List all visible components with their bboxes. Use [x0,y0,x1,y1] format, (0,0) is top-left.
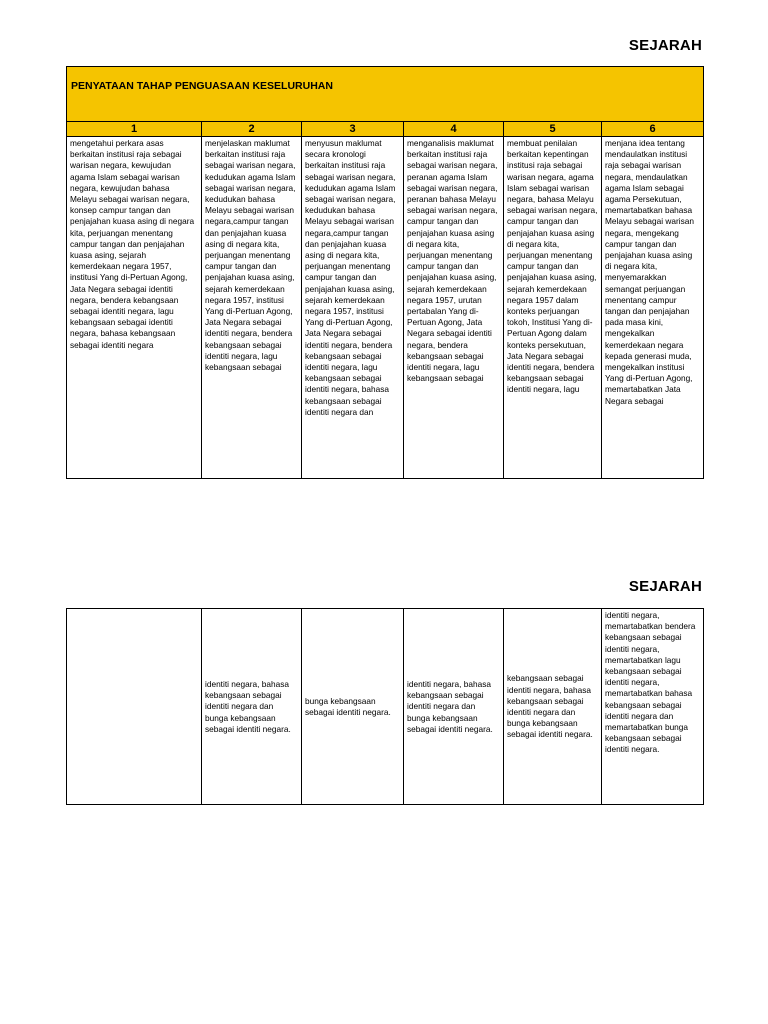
mastery-level-table-continued [66,608,704,805]
level-header-5: 5 [504,122,602,137]
level-header-2: 2 [202,122,302,137]
level-2-descriptor [202,137,302,479]
level-5-text: membuat penilaian berkaitan kepentingan institusi raja sebagai warisan negara, agama Islam sebagai warisan negara, bahasa Melayu sebagai warisan negara, campur tangan dan penjajahan kuasa asing di negara kita, perjuangan menentang campur tangan dan penjajahan kuasa asing, sejarah kemerdekaan negara 1957 dalam konteks perjuangan tokoh, Institusi Yang di-Pertuan Agong dalam konteks persekutuan, Jata Negara sebagai identiti negara, bendera kebangsaan sebagai identiti negara, lagu [507,138,598,395]
level-2-continuation: identiti negara, bahasa kebangsaan sebagai identiti negara dan bunga kebangsaan sebagai identiti negara. [202,609,302,805]
level-4-continuation: identiti negara, bahasa kebangsaan sebagai identiti negara dan bunga kebangsaan sebagai identiti negara. [404,609,504,805]
level-3-descriptor [302,137,404,479]
level-4-text: menganalisis maklumat berkaitan institusi raja sebagai warisan negara, peranan agama Islam sebagai warisan negara, peranan bahasa Melayu sebagai warisan negara, campur tangan dan penjajahan kuasa asing di negara kita, perjuangan menentang campur tangan dan penjajahan kuasa asing, sejarah kemerdekaan negara 1957, urutan pertabalan Yang di-Pertuan Agong, Jata Negara sebagai identiti negara, bendera kebangsaan sebagai identiti negara, lagu kebangsaan sebagai [407,138,498,384]
level-6-descriptor [602,137,704,479]
level-2-text: menjelaskan maklumat berkaitan institusi raja sebagai warisan negara, kedudukan agama Islam sebagai warisan negara, kedudukan bahasa Melayu sebagai warisan negara,campur tangan dan penjajahan kuasa asing di negara kita, perjuangan menentang campur tangan dan penjajahan kuasa asing, sejarah kemerdekaan negara 1957, institusi Yang di-Pertuan Agong, Jata Negara sebagai identiti negara, bendera kebangsaan sebagai identiti negara, lagu kebangsaan sebagai [205,138,296,373]
mastery-level-table [66,66,704,479]
table-title: PENYATAAN TAHAP PENGUASAAN KESELURUHAN [67,67,704,122]
level-header-1: 1 [67,122,202,137]
level-3-continuation: bunga kebangsaan sebagai identiti negara. [302,609,404,805]
level-header-6: 6 [602,122,704,137]
level-5-continuation: kebangsaan sebagai identiti negara, bahasa kebangsaan sebagai identiti negara dan bunga kebangsaan sebagai identiti negara. [504,609,602,805]
level-1-text: mengetahui perkara asas berkaitan institusi raja sebagai warisan negara, kewujudan agama Islam sebagai warisan negara, kewujudan bahasa Melayu sebagai warisan negara, konsep campur tangan dan penjajahan kuasa asing di negara kita, perjuangan menentang campur tangan dan penjajahan kuasa asing, sejarah kemerdekaan negara 1957, institusi Yang di-Pertuan Agong, Jata Negara sebagai identiti negara, bendera kebangsaan sebagai identiti negara, lagu kebangsaan sebagai identiti negara, bahasa kebangsaan sebagai identiti negara [70,138,195,350]
level-3-text: menyusun maklumat secara kronologi berkaitan institusi raja sebagai warisan negara, kedudukan agama Islam sebagai warisan negara, kedudukan bahasa Melayu sebagai warisan negara,campur tangan dan penjajahan kuasa asing di negara kita, perjuangan menentang campur tangan dan penjajahan kuasa asing, sejarah kemerdekaan negara 1957, institusi Yang di-Pertuan Agong, Jata Negara sebagai identiti negara, bendera kebangsaan sebagai identiti negara, lagu kebangsaan sebagai identiti negara, bahasa kebangsaan sebagai identiti negara dan [305,138,396,417]
level-6-text: menjana idea tentang mendaulatkan institusi raja sebagai warisan negara, mendaulatkan agama Islam sebagai agama Persekutuan, memartabatkan bahasa Melayu sebagai warisan negara, mengekang campur tangan dan penjajahan kuasa asing di negara kita, menyemarakkan semangat perjuangan menentang campur tangan dan penjajahan pada masa kini, mengekalkan kemerdekaan negara kepada generasi muda, mengekalkan institusi Yang di-Pertuan Agong, memartabatkan Jata Negara sebagai [605,138,695,406]
level-4-descriptor [404,137,504,479]
level-1-descriptor [67,137,202,479]
page-subject-heading-continued: SEJARAH [628,578,702,595]
level-header-3: 3 [302,122,404,137]
level-1-continuation [67,609,202,805]
page-subject-heading: SEJARAH [628,37,702,54]
level-header-4: 4 [404,122,504,137]
level-5-descriptor [504,137,602,479]
level-6-continuation: identiti negara, memartabatkan bendera kebangsaan sebagai identiti negara, memartabatkan lagu kebangsaan sebagai identiti negara, memartabatkan bahasa kebangsaan sebagai identiti negara dan memartabatkan bunga kebangsaan sebagai identiti negara. [602,609,704,805]
